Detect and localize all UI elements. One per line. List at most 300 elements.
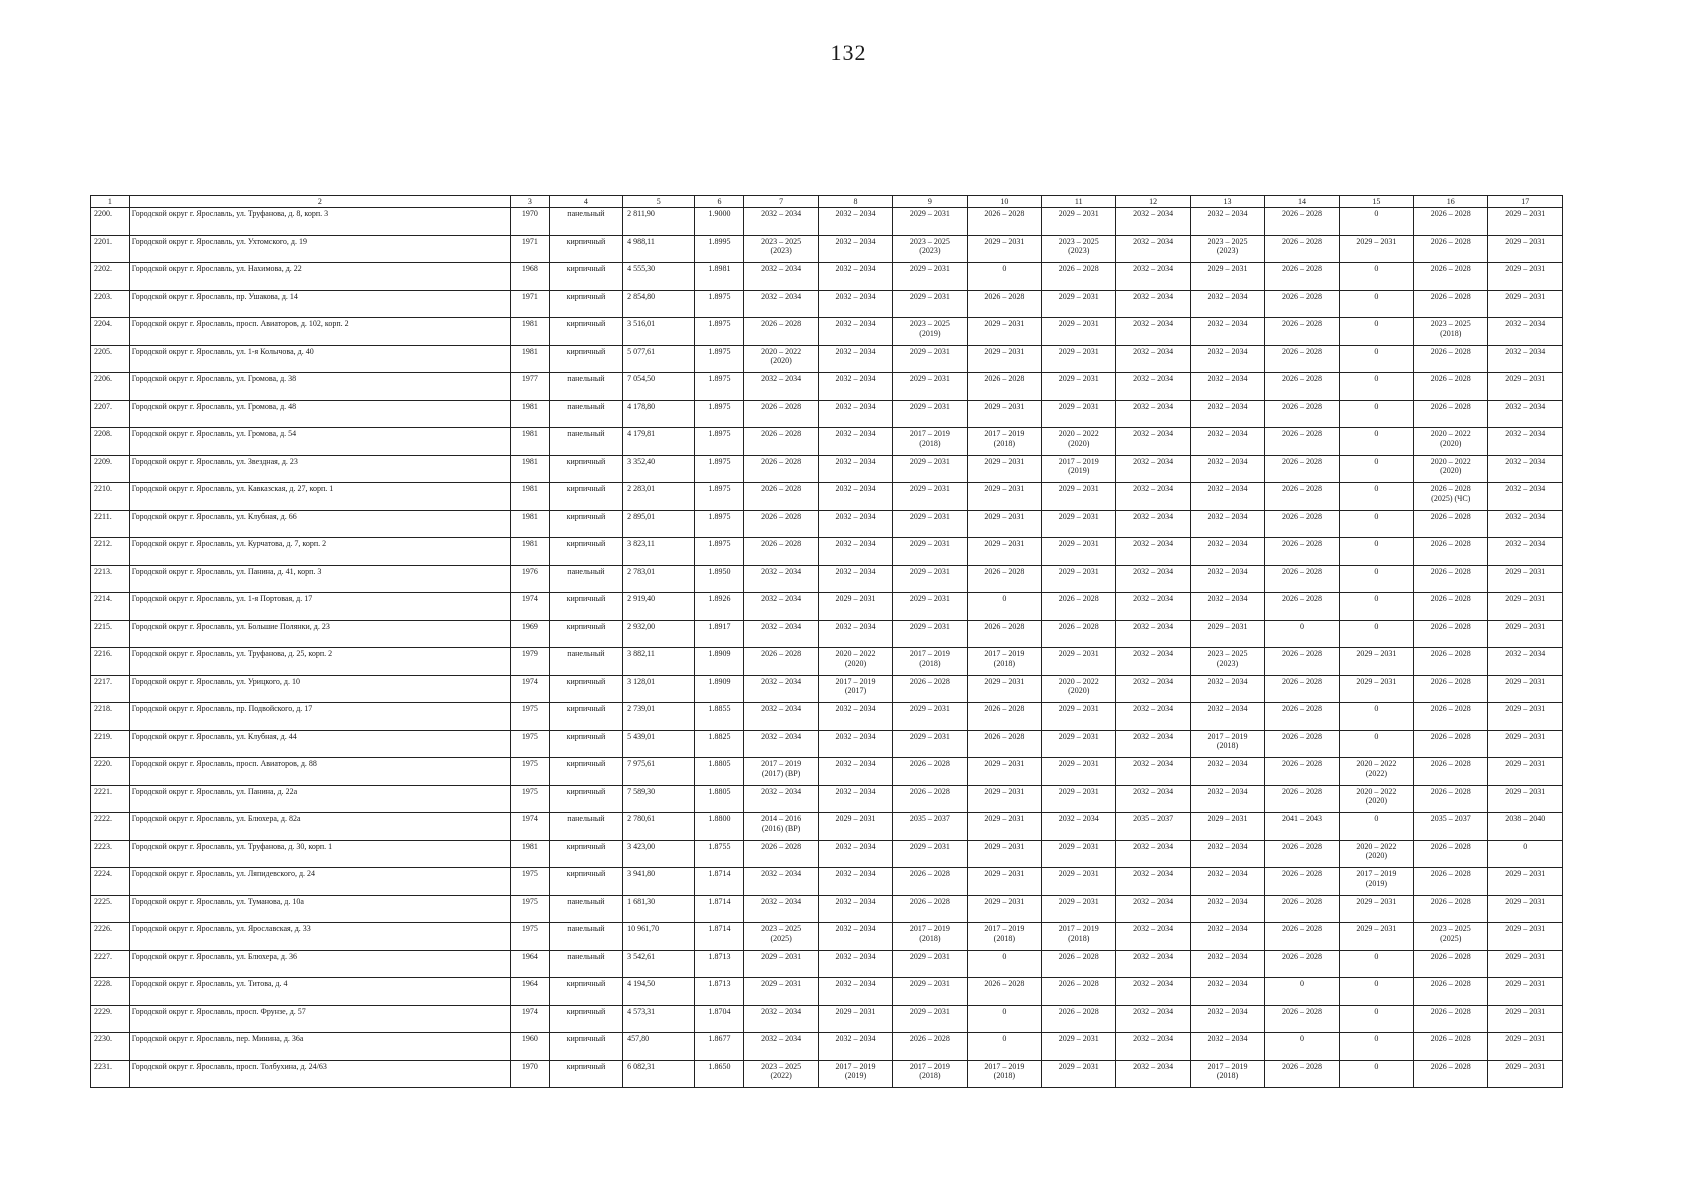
period-range: 0	[1374, 539, 1379, 548]
year-cell: 1960	[510, 1033, 549, 1061]
period-cell	[1414, 373, 1488, 401]
period-cell	[893, 675, 967, 703]
area-cell: 3 882,11	[623, 648, 695, 676]
period-cell	[1488, 455, 1563, 483]
area-cell: 2 854,80	[623, 290, 695, 318]
coefficient-cell: 1.8950	[695, 565, 744, 593]
period-cell	[967, 483, 1041, 511]
period-range: 2026 – 2028	[1430, 704, 1471, 713]
period-cell	[1265, 978, 1339, 1006]
coefficient-cell: 1.8975	[695, 455, 744, 483]
period-range: 2032 – 2034	[1133, 291, 1174, 301]
period-cell	[744, 538, 818, 566]
period-range: 2029 – 2031	[1058, 209, 1099, 218]
period-range: 2029 – 2031	[909, 566, 950, 576]
period-range: 2026 – 2028	[1430, 539, 1471, 548]
period-range: 0	[1002, 594, 1007, 603]
address-cell: Городской округ г. Ярославль, ул. Блюхера, д. 82а	[129, 813, 510, 841]
period-cell	[744, 208, 818, 236]
period-cell	[1116, 648, 1190, 676]
coefficient-cell: 1.8805	[695, 758, 744, 786]
period-range: 2029 – 2031	[1505, 731, 1546, 741]
period-cell	[893, 428, 967, 456]
row-number-cell: 2211.	[91, 510, 130, 538]
period-range: 2029 – 2031	[1356, 236, 1397, 246]
period-cell	[1339, 428, 1413, 456]
table-row	[91, 263, 1563, 291]
column-header: 14	[1265, 196, 1339, 208]
period-range: 2017 – 2019	[984, 649, 1025, 658]
table-row	[91, 978, 1563, 1006]
period-range: 2032 – 2034	[1207, 209, 1248, 218]
column-header: 5	[623, 196, 695, 208]
period-cell	[1265, 758, 1339, 786]
period-range: 2026 – 2028	[984, 291, 1025, 301]
period-note: (2020)	[1365, 851, 1388, 860]
table-row	[91, 840, 1563, 868]
period-cell	[1414, 345, 1488, 373]
period-range: 2032 – 2034	[761, 594, 802, 603]
period-cell	[1042, 1005, 1116, 1033]
period-cell	[1190, 593, 1264, 621]
period-range: 2017 – 2019	[1058, 924, 1099, 933]
period-note: (2018)	[993, 658, 1015, 668]
coefficient-cell: 1.8975	[695, 373, 744, 401]
period-cell	[893, 840, 967, 868]
period-range: 2017 – 2019	[984, 429, 1025, 438]
period-cell	[1488, 345, 1563, 373]
coefficient-cell: 1.8995	[695, 235, 744, 263]
period-cell	[1488, 428, 1563, 456]
period-range: 2029 – 2031	[909, 291, 950, 301]
period-cell	[818, 895, 892, 923]
period-cell	[818, 868, 892, 896]
period-cell	[1265, 318, 1339, 346]
period-range: 0	[1374, 1006, 1379, 1016]
period-cell	[1190, 1033, 1264, 1061]
period-cell	[1042, 703, 1116, 731]
period-range: 2032 – 2034	[1133, 621, 1174, 631]
area-cell: 2 780,61	[623, 813, 695, 841]
period-cell	[818, 235, 892, 263]
period-range: 2032 – 2034	[835, 1034, 876, 1043]
period-range: 2029 – 2031	[835, 814, 876, 823]
period-range: 2029 – 2031	[1505, 209, 1546, 218]
area-cell: 4 179,81	[623, 428, 695, 456]
address-cell: Городской округ г. Ярославль, ул. Большие Полянки, д. 23	[129, 620, 510, 648]
period-range: 2029 – 2031	[984, 456, 1025, 466]
period-range: 2026 – 2028	[1430, 1034, 1471, 1043]
period-range: 2026 – 2028	[1281, 346, 1322, 356]
period-cell	[1190, 345, 1264, 373]
period-cell	[1414, 565, 1488, 593]
period-cell	[1190, 785, 1264, 813]
coefficient-cell: 1.8975	[695, 428, 744, 456]
year-cell: 1981	[510, 318, 549, 346]
period-range: 2029 – 2031	[1505, 676, 1546, 686]
table-row	[91, 455, 1563, 483]
period-range: 2026 – 2028	[1281, 264, 1322, 273]
period-range: 2032 – 2034	[835, 539, 876, 548]
period-cell	[1042, 813, 1116, 841]
period-cell	[744, 813, 818, 841]
period-cell	[893, 373, 967, 401]
period-cell	[1339, 538, 1413, 566]
period-range: 2032 – 2034	[761, 1006, 802, 1016]
period-cell	[1116, 538, 1190, 566]
coefficient-cell: 1.8975	[695, 538, 744, 566]
address-cell: Городской округ г. Ярославль, ул. Громова, д. 38	[129, 373, 510, 401]
area-cell: 1 681,30	[623, 895, 695, 923]
row-number-cell: 2225.	[91, 895, 130, 923]
table-row	[91, 1060, 1563, 1088]
period-range: 2032 – 2034	[1207, 704, 1248, 713]
period-range: 2029 – 2031	[1058, 566, 1099, 576]
address-cell: Городской округ г. Ярославль, ул. Труфанова, д. 30, корп. 1	[129, 840, 510, 868]
period-range: 2029 – 2031	[1505, 594, 1546, 603]
period-range: 2026 – 2028	[1058, 979, 1099, 988]
period-range: 2017 – 2019	[984, 924, 1025, 933]
year-cell: 1971	[510, 290, 549, 318]
wall-material-cell: панельный	[549, 648, 622, 676]
wall-material-cell: кирпичный	[549, 345, 622, 373]
period-cell	[967, 538, 1041, 566]
period-range: 2032 – 2034	[835, 456, 876, 466]
coefficient-cell: 1.8704	[695, 1005, 744, 1033]
row-number-cell: 2231.	[91, 1060, 130, 1088]
period-range: 2020 – 2022	[1430, 456, 1471, 466]
period-range: 2032 – 2034	[761, 869, 802, 878]
period-cell	[1339, 1005, 1413, 1033]
wall-material-cell: кирпичный	[549, 593, 622, 621]
period-cell	[1414, 730, 1488, 758]
period-range: 2032 – 2034	[1505, 429, 1546, 438]
period-cell	[1488, 290, 1563, 318]
period-cell	[1488, 1060, 1563, 1088]
period-cell	[1116, 923, 1190, 951]
period-range: 2032 – 2034	[1207, 401, 1248, 411]
column-header: 10	[967, 196, 1041, 208]
address-cell: Городской округ г. Ярославль, ул. Нахимова, д. 22	[129, 263, 510, 291]
period-range: 2026 – 2028	[1281, 594, 1322, 603]
period-cell	[818, 373, 892, 401]
wall-material-cell: кирпичный	[549, 1060, 622, 1088]
period-cell	[744, 1060, 818, 1088]
period-cell	[1265, 730, 1339, 758]
period-range: 2032 – 2034	[1207, 291, 1248, 301]
period-range: 2032 – 2034	[1207, 566, 1248, 576]
area-cell: 4 573,31	[623, 1005, 695, 1033]
period-cell	[1488, 400, 1563, 428]
wall-material-cell: кирпичный	[549, 455, 622, 483]
address-cell: Городской округ г. Ярославль, ул. Труфанова, д. 8, корп. 3	[129, 208, 510, 236]
period-range: 2026 – 2028	[1281, 401, 1322, 411]
period-range: 2032 – 2034	[1505, 456, 1546, 466]
period-range: 2026 – 2028	[1430, 676, 1471, 686]
period-cell	[1116, 730, 1190, 758]
wall-material-cell: кирпичный	[549, 510, 622, 538]
period-range: 2026 – 2028	[1430, 841, 1471, 851]
period-range: 2029 – 2031	[909, 621, 950, 631]
row-number-cell: 2227.	[91, 950, 130, 978]
period-range: 2029 – 2031	[1207, 264, 1248, 273]
period-range: 2032 – 2034	[1207, 1006, 1248, 1016]
period-range: 2029 – 2031	[984, 786, 1025, 796]
wall-material-cell: кирпичный	[549, 620, 622, 648]
period-cell	[818, 345, 892, 373]
period-range: 2026 – 2028	[1058, 1006, 1099, 1016]
period-range: 2026 – 2028	[1281, 1061, 1322, 1071]
period-range: 2029 – 2031	[1207, 621, 1248, 631]
period-cell	[893, 730, 967, 758]
period-range: 2029 – 2031	[1058, 704, 1099, 713]
period-range: 2032 – 2034	[1207, 511, 1248, 521]
period-range: 2029 – 2031	[984, 841, 1025, 851]
period-cell	[1042, 620, 1116, 648]
period-range: 2029 – 2031	[909, 951, 950, 961]
period-note: (2020)	[1440, 466, 1462, 475]
coefficient-cell: 1.8909	[695, 675, 744, 703]
area-cell: 7 589,30	[623, 785, 695, 813]
period-cell	[1488, 538, 1563, 566]
year-cell: 1974	[510, 593, 549, 621]
period-range: 2029 – 2031	[984, 869, 1025, 878]
period-range: 2032 – 2034	[1133, 869, 1174, 878]
period-range: 2032 – 2034	[835, 429, 876, 438]
period-range: 2029 – 2031	[1356, 649, 1397, 658]
period-cell	[967, 730, 1041, 758]
period-range: 2023 – 2025	[909, 236, 950, 246]
row-number-cell: 2230.	[91, 1033, 130, 1061]
period-cell	[1339, 620, 1413, 648]
year-cell: 1970	[510, 1060, 549, 1088]
period-range: 2029 – 2031	[984, 319, 1025, 328]
address-cell: Городской округ г. Ярославль, просп. Авиаторов, д. 102, корп. 2	[129, 318, 510, 346]
period-range: 2026 – 2028	[1430, 566, 1471, 576]
coefficient-cell: 1.9000	[695, 208, 744, 236]
period-range: 2029 – 2031	[1356, 924, 1397, 933]
period-range: 2017 – 2019	[909, 649, 950, 658]
wall-material-cell: кирпичный	[549, 538, 622, 566]
period-cell	[818, 923, 892, 951]
period-cell	[1414, 290, 1488, 318]
table-row	[91, 428, 1563, 456]
period-cell	[744, 785, 818, 813]
period-cell	[1190, 1060, 1264, 1088]
period-note: (2020)	[770, 356, 792, 365]
period-cell	[1042, 978, 1116, 1006]
period-range: 2035 – 2037	[1430, 814, 1471, 823]
area-cell: 3 516,01	[623, 318, 695, 346]
period-range: 2026 – 2028	[1430, 291, 1471, 301]
period-range: 2026 – 2028	[1281, 704, 1322, 713]
period-cell	[1116, 1060, 1190, 1088]
period-range: 2035 – 2037	[909, 814, 950, 823]
period-cell	[744, 373, 818, 401]
period-cell	[744, 565, 818, 593]
row-number-cell: 2223.	[91, 840, 130, 868]
year-cell: 1981	[510, 538, 549, 566]
period-range: 2032 – 2034	[1133, 484, 1174, 493]
period-range: 2029 – 2031	[909, 511, 950, 521]
period-range: 2029 – 2031	[909, 484, 950, 493]
period-range: 2026 – 2028	[909, 896, 950, 906]
period-cell	[1339, 730, 1413, 758]
period-cell	[893, 758, 967, 786]
period-cell	[1042, 510, 1116, 538]
period-range: 2032 – 2034	[1133, 1061, 1174, 1071]
period-range: 2026 – 2028	[1281, 456, 1322, 466]
period-note: (2025)	[770, 933, 792, 943]
period-cell	[1042, 565, 1116, 593]
row-number-cell: 2201.	[91, 235, 130, 263]
period-range: 2032 – 2034	[1207, 924, 1248, 933]
period-range: 2032 – 2034	[835, 264, 876, 273]
period-cell	[744, 483, 818, 511]
table-row	[91, 895, 1563, 923]
column-header: 13	[1190, 196, 1264, 208]
address-cell: Городской округ г. Ярославль, просп. Фрунзе, д. 57	[129, 1005, 510, 1033]
period-cell	[1265, 263, 1339, 291]
period-range: 2026 – 2028	[984, 979, 1025, 988]
period-cell	[1414, 1005, 1488, 1033]
period-cell	[893, 648, 967, 676]
period-cell	[967, 648, 1041, 676]
period-range: 0	[1374, 979, 1379, 988]
period-cell	[1265, 1060, 1339, 1088]
row-number-cell: 2204.	[91, 318, 130, 346]
period-cell	[893, 318, 967, 346]
period-range: 0	[1374, 1034, 1379, 1043]
table-row	[91, 950, 1563, 978]
period-cell	[1339, 373, 1413, 401]
period-cell	[1488, 758, 1563, 786]
period-range: 2029 – 2031	[909, 209, 950, 218]
address-cell: Городской округ г. Ярославль, пр. Подвойского, д. 17	[129, 703, 510, 731]
period-range: 2026 – 2028	[1430, 896, 1471, 906]
year-cell: 1981	[510, 400, 549, 428]
period-range: 2032 – 2034	[1207, 759, 1248, 768]
period-cell	[1488, 235, 1563, 263]
period-range: 2026 – 2028	[909, 676, 950, 686]
coefficient-cell: 1.8855	[695, 703, 744, 731]
period-cell	[1116, 1005, 1190, 1033]
period-cell	[893, 1060, 967, 1088]
area-cell: 2 739,01	[623, 703, 695, 731]
period-range: 2032 – 2034	[1207, 1034, 1248, 1043]
period-range: 2032 – 2034	[835, 511, 876, 521]
period-range: 2026 – 2028	[761, 511, 802, 521]
header-row	[91, 196, 1563, 208]
coefficient-cell: 1.8975	[695, 318, 744, 346]
period-cell	[1265, 1005, 1339, 1033]
period-cell	[744, 620, 818, 648]
address-cell: Городской округ г. Ярославль, ул. Клубная, д. 66	[129, 510, 510, 538]
period-cell	[744, 703, 818, 731]
period-range: 2020 – 2022	[1058, 676, 1099, 686]
period-range: 2026 – 2028	[984, 731, 1025, 741]
period-cell	[1339, 455, 1413, 483]
period-note: (2019)	[1068, 466, 1090, 475]
period-range: 2020 – 2022	[1430, 429, 1471, 438]
year-cell: 1981	[510, 345, 549, 373]
table-row	[91, 538, 1563, 566]
period-cell	[1414, 400, 1488, 428]
period-range: 2029 – 2031	[984, 511, 1025, 521]
coefficient-cell: 1.8926	[695, 593, 744, 621]
period-cell	[1042, 455, 1116, 483]
period-range: 0	[1374, 704, 1379, 713]
period-cell	[967, 950, 1041, 978]
period-cell	[1488, 208, 1563, 236]
area-cell: 2 811,90	[623, 208, 695, 236]
period-range: 2029 – 2031	[909, 456, 950, 466]
period-range: 2029 – 2031	[1058, 346, 1099, 356]
period-note: (2017) (ВР)	[761, 768, 801, 778]
row-number-cell: 2215.	[91, 620, 130, 648]
coefficient-cell: 1.8981	[695, 263, 744, 291]
period-cell	[1190, 620, 1264, 648]
wall-material-cell: панельный	[549, 428, 622, 456]
period-cell	[744, 263, 818, 291]
period-range: 2026 – 2028	[1281, 484, 1322, 493]
wall-material-cell: кирпичный	[549, 675, 622, 703]
address-cell: Городской округ г. Ярославль, ул. Громова, д. 48	[129, 400, 510, 428]
period-range: 2029 – 2031	[1505, 979, 1546, 988]
year-cell: 1981	[510, 483, 549, 511]
row-number-cell: 2207.	[91, 400, 130, 428]
period-cell	[1339, 345, 1413, 373]
period-range: 2032 – 2034	[1133, 896, 1174, 906]
period-range: 2029 – 2031	[984, 539, 1025, 548]
period-cell	[1042, 785, 1116, 813]
address-cell: Городской округ г. Ярославль, пер. Минина, д. 36а	[129, 1033, 510, 1061]
coefficient-cell: 1.8800	[695, 813, 744, 841]
period-range: 2032 – 2034	[761, 566, 802, 576]
period-range: 0	[1374, 951, 1379, 961]
period-cell	[1339, 868, 1413, 896]
wall-material-cell: кирпичный	[549, 730, 622, 758]
period-range: 2032 – 2034	[1133, 676, 1174, 686]
period-range: 2026 – 2028	[761, 649, 802, 658]
period-range: 2029 – 2031	[1058, 539, 1099, 548]
period-cell	[1414, 868, 1488, 896]
period-range: 2032 – 2034	[835, 731, 876, 741]
period-cell	[818, 675, 892, 703]
period-range: 2032 – 2034	[835, 759, 876, 768]
period-cell	[967, 373, 1041, 401]
coefficient-cell: 1.8713	[695, 950, 744, 978]
period-range: 2023 – 2025	[1207, 649, 1248, 658]
period-cell	[1116, 758, 1190, 786]
period-cell	[1190, 923, 1264, 951]
period-range: 2026 – 2028	[1281, 1006, 1322, 1016]
period-range: 0	[1374, 511, 1379, 521]
table-row	[91, 785, 1563, 813]
period-cell	[1116, 868, 1190, 896]
period-cell	[1414, 1060, 1488, 1088]
period-note: (2020)	[1440, 438, 1462, 448]
period-range: 2032 – 2034	[835, 319, 876, 328]
period-range: 2026 – 2028	[909, 786, 950, 796]
period-cell	[1339, 923, 1413, 951]
period-cell	[967, 1060, 1041, 1088]
period-note: (2020)	[1068, 438, 1090, 448]
period-cell	[1042, 538, 1116, 566]
period-cell	[1190, 263, 1264, 291]
address-cell: Городской округ г. Ярославль, ул. Клубная, д. 44	[129, 730, 510, 758]
period-cell	[1042, 895, 1116, 923]
